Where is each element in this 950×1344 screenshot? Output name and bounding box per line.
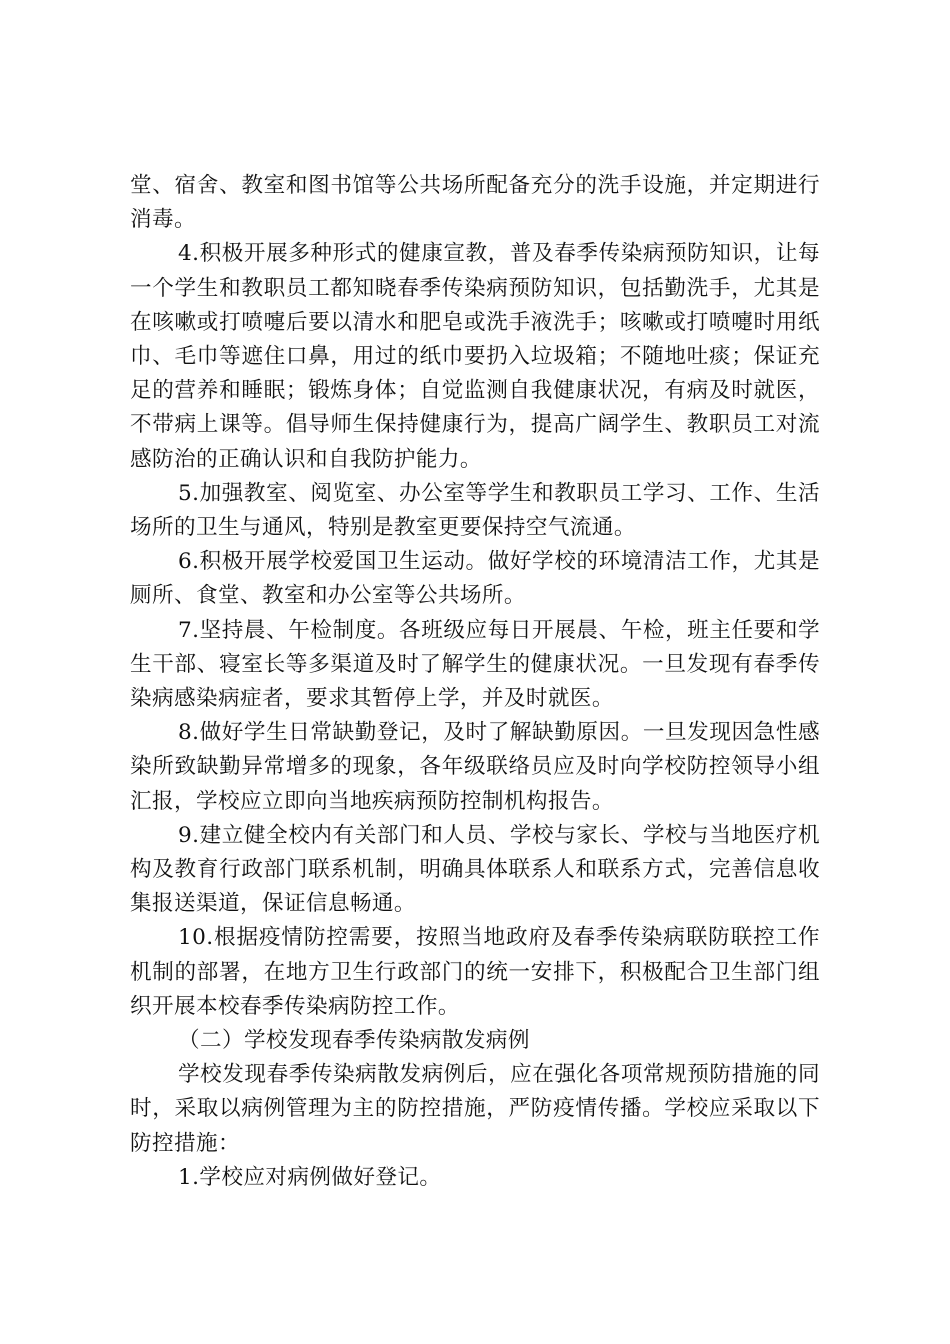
paragraph-item-7: 7.坚持晨、午检制度。各班级应每日开展晨、午检，班主任要和学生干部、寝室长等多渠道及时了解学生的健康状况。一旦发现有春季传染病感染病症者，要求其暂停上学，并及时就医。 xyxy=(130,617,820,712)
paragraph-continuation: 堂、宿舍、教室和图书馆等公共场所配备充分的洗手设施，并定期进行消毒。 xyxy=(130,173,820,233)
document-page xyxy=(130,169,820,1195)
paragraph-item-5: 5.加强教室、阅览室、办公室等学生和教职员工学习、工作、生活场所的卫生与通风，特别是教室更要保持空气流通。 xyxy=(130,480,820,541)
paragraph-item-9: 9.建立健全校内有关部门和人员、学校与家长、学校与当地医疗机构及教育行政部门联系机制，明确具体联系人和联系方式，完善信息收集报送渠道，保证信息畅通。 xyxy=(130,822,820,917)
paragraph-intro: 学校发现春季传染病散发病例后，应在强化各项常规预防措施的同时，采取以病例管理为主的防控措施，严防疫情传播。学校应采取以下防控措施： xyxy=(130,1062,820,1156)
paragraph-item-10: 10.根据疫情防控需要，按照当地政府及春季传染病联防联控工作机制的部署，在地方卫生行政部门的统一安排下，积极配合卫生部门组织开展本校春季传染病防控工作。 xyxy=(130,925,820,1019)
paragraph-item-6: 6.积极开展学校爱国卫生运动。做好学校的环境清洁工作，尤其是厕所、食堂、教室和办公室等公共场所。 xyxy=(130,549,820,609)
paragraph-item-1: 1.学校应对病例做好登记。 xyxy=(178,1164,442,1190)
section-heading: （二）学校发现春季传染病散发病例 xyxy=(178,1028,530,1054)
paragraph-item-8: 8.做好学生日常缺勤登记，及时了解缺勤原因。一旦发现因急性感染所致缺勤异常增多的现象，各年级联络员应及时向学校防控领导小组汇报，学校应立即向当地疾病预防控制机构报告。 xyxy=(130,720,820,814)
paragraph-item-4: 4.积极开展多种形式的健康宣教，普及春季传染病预防知识，让每一个学生和教职员工都知晓春季传染病预防知识，包括勤洗手，尤其是在咳嗽或打喷嚏后要以清水和肥皂或洗手液洗手；咳嗽或打喷嚏时用纸巾、毛巾等遮住口鼻，用过的纸巾要扔入垃圾箱；不随地吐痰；保证充足的营养和睡眠；锻炼身体；自觉监测自我健康状况，有病及时就医，不带病上课等。倡导师生保持健康行为，提高广阔学生、教职员工对流感防治的正确认识和自我防护能力。 xyxy=(130,241,820,472)
